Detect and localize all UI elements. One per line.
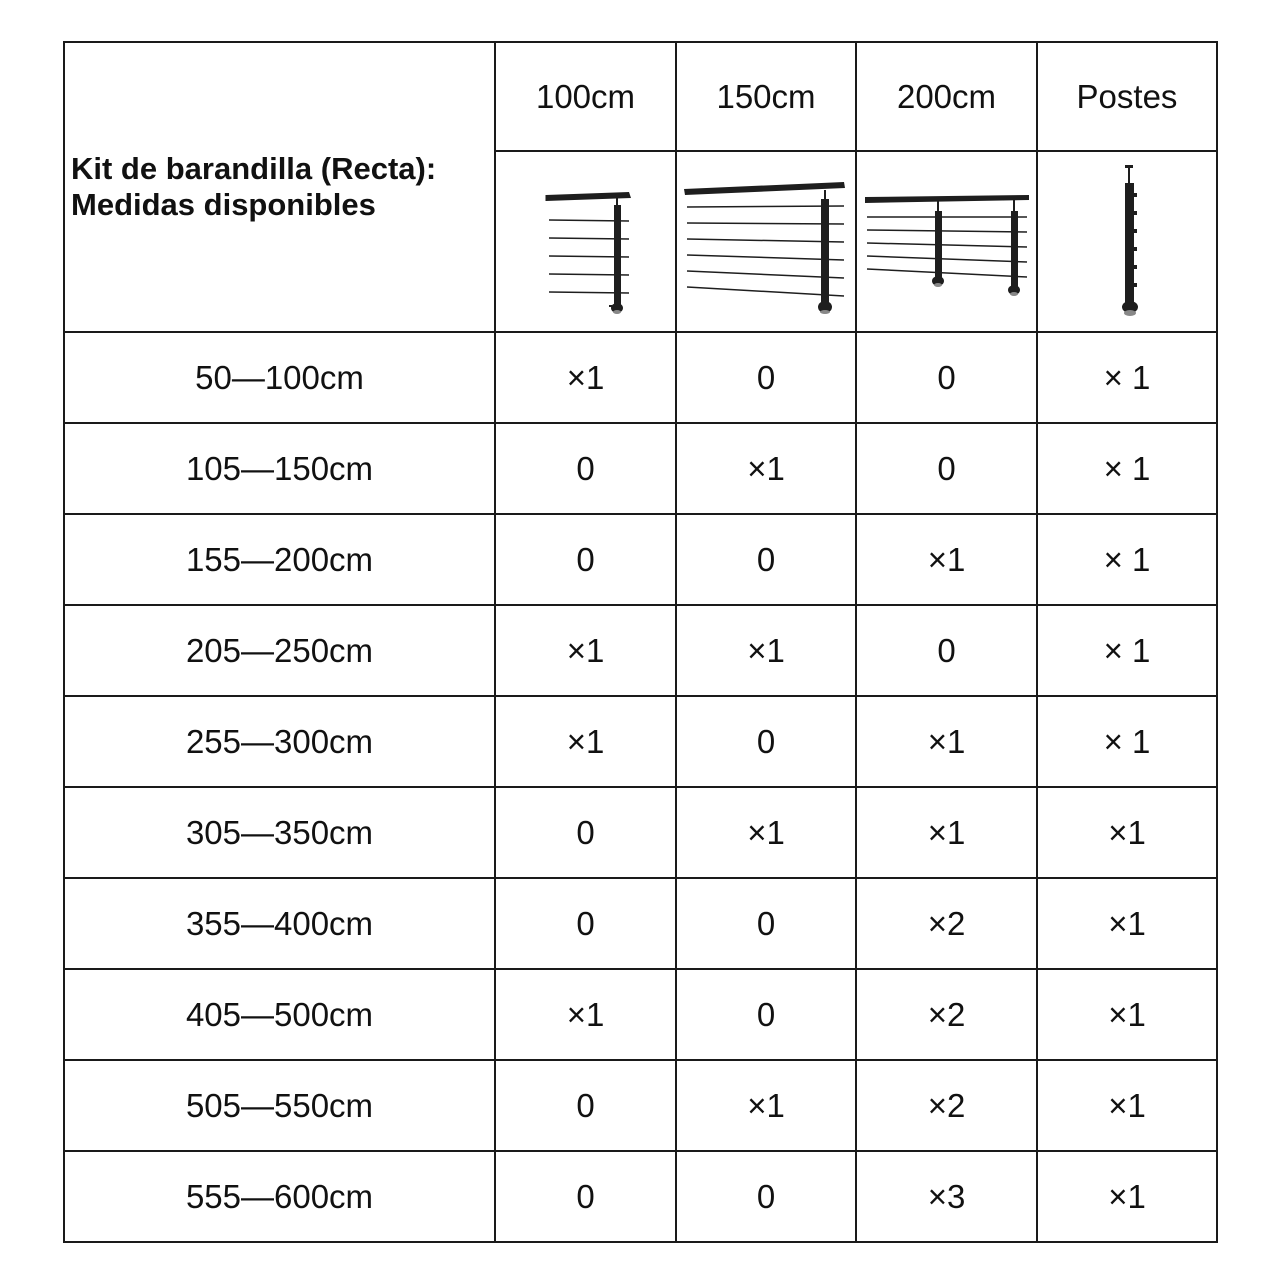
value-cell-200cm: ×2: [856, 878, 1037, 969]
table-row: [64, 1151, 1217, 1242]
column-header-100cm: 100cm: [495, 42, 676, 151]
value-cell-postes: × 1: [1037, 332, 1217, 423]
value-cell-200cm: ×3: [856, 1151, 1037, 1242]
value-cell-150cm: 0: [676, 969, 856, 1060]
value-cell-100cm: ×1: [495, 969, 676, 1060]
table-row: [64, 787, 1217, 878]
range-cell: 255—300cm: [64, 696, 495, 787]
table-row: [64, 696, 1217, 787]
value-cell-150cm: ×1: [676, 423, 856, 514]
value-cell-postes: ×1: [1037, 1151, 1217, 1242]
range-cell: 555—600cm: [64, 1151, 495, 1242]
value-cell-200cm: 0: [856, 332, 1037, 423]
railing-100cm-image-cell: [495, 151, 676, 332]
range-cell: 205—250cm: [64, 605, 495, 696]
value-cell-200cm: ×1: [856, 696, 1037, 787]
value-cell-postes: ×1: [1037, 1060, 1217, 1151]
value-cell-200cm: ×2: [856, 969, 1037, 1060]
value-cell-100cm: 0: [495, 1060, 676, 1151]
post-image-cell: [1037, 151, 1217, 332]
post-icon: [1042, 157, 1212, 327]
value-cell-postes: × 1: [1037, 696, 1217, 787]
range-cell: 105—150cm: [64, 423, 495, 514]
range-cell: 355—400cm: [64, 878, 495, 969]
value-cell-150cm: ×1: [676, 787, 856, 878]
column-header-150cm: 150cm: [676, 42, 856, 151]
value-cell-150cm: ×1: [676, 1060, 856, 1151]
column-header-postes: Postes: [1037, 42, 1217, 151]
railing-150cm-icon: [678, 157, 854, 327]
value-cell-postes: ×1: [1037, 787, 1217, 878]
range-cell: 505—550cm: [64, 1060, 495, 1151]
range-cell: 405—500cm: [64, 969, 495, 1060]
railing-150cm-image-cell: [676, 151, 856, 332]
value-cell-150cm: 0: [676, 514, 856, 605]
value-cell-postes: × 1: [1037, 605, 1217, 696]
railing-kit-table: [63, 41, 1218, 1243]
value-cell-postes: × 1: [1037, 514, 1217, 605]
value-cell-100cm: ×1: [495, 332, 676, 423]
value-cell-200cm: 0: [856, 423, 1037, 514]
value-cell-150cm: ×1: [676, 605, 856, 696]
table-row: [64, 878, 1217, 969]
table-row: [64, 969, 1217, 1060]
header-row-labels: [64, 42, 1217, 151]
value-cell-100cm: ×1: [495, 605, 676, 696]
value-cell-postes: × 1: [1037, 423, 1217, 514]
value-cell-200cm: ×1: [856, 514, 1037, 605]
table-row: [64, 1060, 1217, 1151]
table-row: [64, 605, 1217, 696]
value-cell-150cm: 0: [676, 878, 856, 969]
table-row: [64, 423, 1217, 514]
value-cell-postes: ×1: [1037, 878, 1217, 969]
table-row: [64, 332, 1217, 423]
range-cell: 155—200cm: [64, 514, 495, 605]
value-cell-100cm: 0: [495, 423, 676, 514]
railing-200cm-image-cell: [856, 151, 1037, 332]
value-cell-100cm: ×1: [495, 696, 676, 787]
value-cell-100cm: 0: [495, 878, 676, 969]
range-cell: 50—100cm: [64, 332, 495, 423]
railing-100cm-icon: [501, 157, 671, 327]
value-cell-postes: ×1: [1037, 969, 1217, 1060]
value-cell-150cm: 0: [676, 696, 856, 787]
table-title-line1: Kit de barandilla (Recta):: [71, 151, 437, 187]
value-cell-150cm: 0: [676, 1151, 856, 1242]
range-cell: 305—350cm: [64, 787, 495, 878]
value-cell-150cm: 0: [676, 332, 856, 423]
value-cell-200cm: ×2: [856, 1060, 1037, 1151]
value-cell-200cm: ×1: [856, 787, 1037, 878]
value-cell-100cm: 0: [495, 787, 676, 878]
railing-200cm-icon: [859, 157, 1035, 327]
value-cell-100cm: 0: [495, 1151, 676, 1242]
table-title: [64, 42, 495, 332]
table-title-line2: Medidas disponibles: [71, 187, 376, 222]
value-cell-100cm: 0: [495, 514, 676, 605]
value-cell-200cm: 0: [856, 605, 1037, 696]
table-row: [64, 514, 1217, 605]
column-header-200cm: 200cm: [856, 42, 1037, 151]
